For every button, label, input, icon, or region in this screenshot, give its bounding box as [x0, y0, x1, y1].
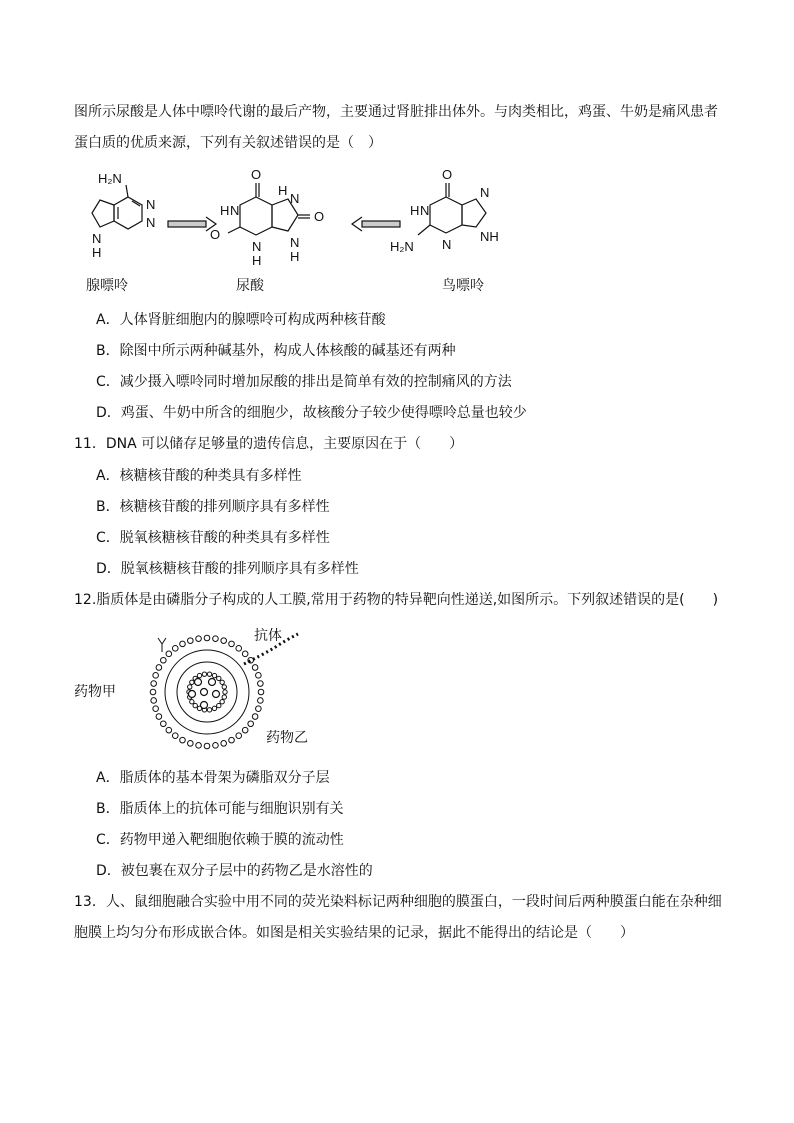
atom-o: O	[210, 227, 221, 242]
atom-n: N	[252, 239, 262, 254]
phospholipid-head	[151, 698, 157, 704]
q11-option-b: B．核糖核苷酸的排列顺序具有多样性	[96, 499, 330, 515]
phospholipid-head	[207, 708, 211, 712]
phospholipid-head	[242, 651, 248, 657]
phospholipid-head	[217, 703, 221, 707]
phospholipid-head	[222, 685, 226, 689]
phospholipid-head	[161, 657, 167, 663]
atom-o: O	[442, 167, 453, 182]
atom-n: N	[92, 231, 102, 246]
phospholipid-head	[188, 638, 194, 644]
phospholipid-head	[242, 727, 248, 733]
arrow-left-icon	[352, 217, 400, 231]
phospholipid-head	[156, 714, 162, 720]
phospholipid-head	[151, 681, 157, 687]
phospholipid-head	[252, 665, 258, 671]
phospholipid-head	[229, 641, 235, 647]
atom-h: H	[278, 183, 288, 198]
phospholipid-head	[150, 689, 156, 695]
q13-stem-line1: 13．人、鼠细胞融合实验中用不同的荧光染料标记两种细胞的膜蛋白，一段时间后两种膜蛋白能在杂种细	[74, 894, 722, 910]
phospholipid-head	[229, 737, 235, 743]
guanine-label: 鸟嘌呤	[442, 278, 484, 294]
adenine-h2n: H₂N	[98, 171, 122, 186]
phospholipid-head	[202, 672, 206, 676]
atom-n: N	[146, 215, 156, 230]
atom-o: O	[251, 167, 262, 182]
phospholipid-head	[222, 695, 226, 699]
phospholipid-head	[236, 646, 242, 652]
adenine-structure	[92, 185, 142, 229]
phospholipid-head	[193, 703, 197, 707]
phospholipid-head	[220, 700, 224, 704]
atom-h: H	[252, 253, 262, 268]
atom-n: N	[480, 185, 490, 200]
arrow-right-icon	[168, 217, 216, 231]
phospholipid-head	[258, 689, 264, 695]
q12-option-c: C．药物甲递入靶细胞依赖于膜的流动性	[96, 832, 344, 848]
guanine-h2n: H₂N	[390, 239, 414, 254]
uric-acid-label: 尿酸	[236, 278, 264, 294]
phospholipid-head	[252, 714, 258, 720]
phospholipid-head	[236, 733, 242, 739]
q11-option-a: A．核糖核苷酸的种类具有多样性	[96, 468, 302, 484]
q11-option-c: C．脱氧核糖核苷酸的种类具有多样性	[96, 530, 330, 546]
phospholipid-head	[204, 635, 210, 641]
atom-n: N	[230, 203, 240, 218]
q10-stem-line2: 蛋白质的优质来源，下列有关叙述错误的是（ ）	[74, 135, 382, 151]
q10-option-b: B．除图中所示两种碱基外，构成人体核酸的碱基还有两种	[96, 343, 456, 359]
phospholipid-head	[223, 690, 227, 694]
q11-option-d: D．脱氧核糖核苷酸的排列顺序具有多样性	[96, 561, 359, 577]
phospholipid-head	[207, 672, 211, 676]
phospholipid-head	[204, 743, 210, 749]
phospholipid-head	[166, 727, 172, 733]
atom-h: H	[220, 203, 230, 218]
atom-n: N	[290, 191, 300, 206]
phospholipid-head	[258, 698, 264, 704]
atom-n: N	[442, 237, 452, 252]
drug-b-label: 药物乙	[266, 730, 308, 746]
phospholipid-head	[196, 636, 202, 642]
antibody-label: 抗体	[254, 628, 282, 644]
phospholipid-head	[166, 651, 172, 657]
atom-n: N	[146, 197, 156, 212]
phospholipid-head	[213, 636, 219, 642]
drug-a-label: 药物甲	[74, 684, 116, 700]
phospholipid-head	[213, 743, 219, 749]
phospholipid-head	[153, 706, 159, 712]
atom-h: H	[92, 245, 102, 260]
phospholipid-head	[217, 676, 221, 680]
q12-option-b: B．脂质体上的抗体可能与细胞识别有关	[96, 801, 344, 817]
q10-option-a: A．人体肾脏细胞内的腺嘌呤可构成两种核苷酸	[96, 312, 386, 328]
q10-stem-line1: 图所示尿酸是人体中嘌呤代谢的最后产物，主要通过肾脏排出体外。与肉类相比，鸡蛋、牛奶是痛风患者	[74, 104, 718, 120]
phospholipid-head	[190, 680, 194, 684]
phospholipid-head	[256, 673, 262, 679]
phospholipid-head	[156, 665, 162, 671]
atom-h: H	[290, 249, 300, 264]
phospholipid-head	[258, 681, 264, 687]
phospholipid-head	[172, 646, 178, 652]
phospholipid-head	[196, 743, 202, 749]
phospholipid-head	[221, 741, 227, 747]
phospholipid-head	[172, 733, 178, 739]
phospholipid-head	[180, 641, 186, 647]
phospholipid-head	[180, 737, 186, 743]
atom-o: O	[314, 209, 325, 224]
phospholipid-head	[188, 741, 194, 747]
atom-n: N	[420, 203, 430, 218]
q12-stem: 12.脂质体是由磷脂分子构成的人工膜,常用于药物的特异靶向性递送,如图所示。下列叙述错误的是( )	[74, 592, 719, 608]
phospholipid-head	[190, 700, 194, 704]
phospholipid-head	[212, 673, 216, 677]
phospholipid-head	[212, 706, 216, 710]
q13-stem-line2: 胞膜上均匀分布形成嵌合体。如图是相关实验结果的记录，据此不能得出的结论是（ ）	[74, 925, 634, 941]
atom-n: N	[290, 235, 300, 250]
atom-h: H	[410, 203, 420, 218]
phospholipid-head	[220, 680, 224, 684]
phospholipid-head	[188, 685, 192, 689]
phospholipid-head	[248, 721, 254, 727]
phospholipid-head	[221, 638, 227, 644]
q12-option-a: A．脂质体的基本骨架为磷脂双分子层	[96, 770, 330, 786]
adenine-label: 腺嘌呤	[86, 278, 128, 294]
atom-nh: NH	[480, 229, 499, 244]
q12-option-d: D．被包裹在双分子层中的药物乙是水溶性的	[96, 863, 373, 879]
q10-option-c: C．减少摄入嘌呤同时增加尿酸的排出是简单有效的控制痛风的方法	[96, 374, 512, 390]
phospholipid-head	[256, 706, 262, 712]
phospholipid-head	[161, 721, 167, 727]
phospholipid-head	[153, 673, 159, 679]
q11-stem: 11．DNA 可以储存足够量的遗传信息，主要原因在于（ ）	[74, 436, 464, 452]
q10-option-d: D．鸡蛋、牛奶中所含的细胞少，故核酸分子较少使得嘌呤总量也较少	[96, 405, 527, 421]
phospholipid-head	[197, 673, 201, 677]
